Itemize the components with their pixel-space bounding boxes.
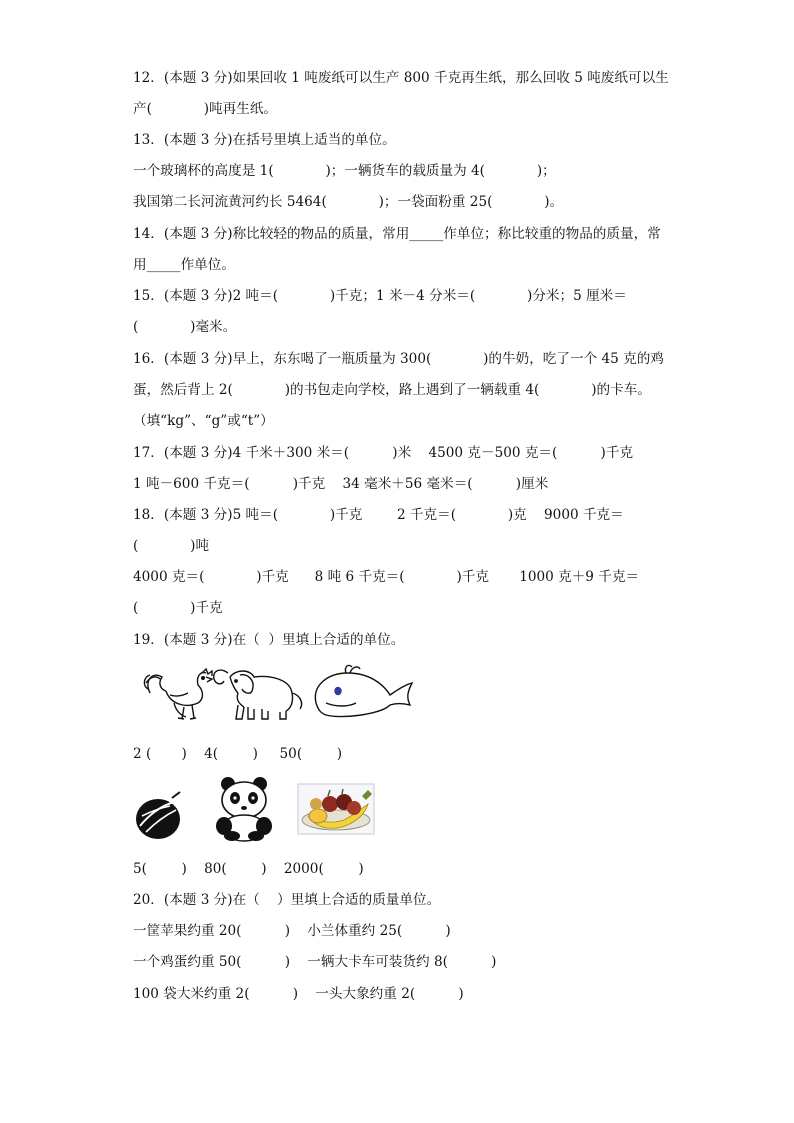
q20-line-1: 一筐苹果约重 20( ) 小兰体重约 25( ): [133, 923, 451, 939]
q19-blanks-row-2: 5( ) 80( ) 2000( ): [133, 861, 364, 877]
watermelon-icon: [136, 792, 180, 839]
elephant-icon: [214, 670, 302, 719]
q13-line-1: 一个玻璃杯的高度是 1( )；一辆货车的载质量为 4( )；: [133, 163, 556, 179]
q19-title: 19．(本题 3 分)在（ ）里填上合适的单位。: [133, 632, 405, 648]
q16-line-2: 蛋，然后背上 2( )的书包走向学校，路上遇到了一辆载重 4( )的卡车。: [133, 382, 651, 398]
q19-animals-row-2: [132, 776, 382, 842]
q15-line-2: ( )毫米。: [133, 319, 237, 335]
q18-line-3: 4000 克＝( )千克 8 吨 6 千克＝( )千克 1000 克＋9 千克＝: [133, 569, 640, 585]
fruit-plate-icon: [298, 784, 374, 834]
q12-line-1: 12．(本题 3 分)如果回收 1 吨废纸可以生产 800 千克再生纸，那么回收 5 吨废纸可以生: [133, 70, 669, 86]
q20-line-2: 一个鸡蛋约重 50( ) 一辆大卡车可装货约 8( ): [133, 954, 497, 970]
q18-line-4: ( )千克: [133, 600, 223, 616]
q14-line-1: 14．(本题 3 分)称比较轻的物品的质量，常用_____作单位；称比较重的物品的质量，常: [133, 226, 661, 242]
whale-icon: [315, 665, 412, 716]
q19-animals-row-1: [140, 663, 420, 723]
q17-line-2: 1 吨－600 千克＝( )千克 34 毫米＋56 毫米＝( )厘米: [133, 476, 549, 492]
rooster-icon: [144, 669, 212, 719]
q16-line-3: （填“kg”、“g”或“t”）: [133, 413, 274, 429]
q20-line-3: 100 袋大米约重 2( ) 一头大象约重 2( ): [133, 986, 464, 1002]
q16-line-1: 16．(本题 3 分)早上，东东喝了一瓶质量为 300( )的牛奶，吃了一个 45 克的鸡: [133, 351, 664, 367]
q18-line-1: 18．(本题 3 分)5 吨＝( )千克 2 千克＝( )克 9000 千克＝: [133, 507, 624, 523]
q18-line-2: ( )吨: [133, 538, 210, 554]
q20-title: 20．(本题 3 分)在（ ）里填上合适的质量单位。: [133, 892, 441, 908]
q14-line-2: 用_____作单位。: [133, 257, 235, 273]
q19-blanks-row-1: 2 ( ) 4( ) 50( ): [133, 746, 343, 762]
q15-line-1: 15．(本题 3 分)2 吨＝( )千克；1 米－4 分米＝( )分米；5 厘米＝: [133, 288, 627, 304]
q13-title: 13．(本题 3 分)在括号里填上适当的单位。: [133, 132, 396, 148]
q12-line-2: 产( )吨再生纸。: [133, 101, 278, 117]
q17-line-1: 17．(本题 3 分)4 千米＋300 米＝( )米 4500 克－500 克＝( )千克: [133, 445, 634, 461]
panda-icon: [216, 777, 272, 841]
q13-line-2: 我国第二长河流黄河约长 5464( )；一袋面粉重 25( )。: [133, 194, 564, 210]
